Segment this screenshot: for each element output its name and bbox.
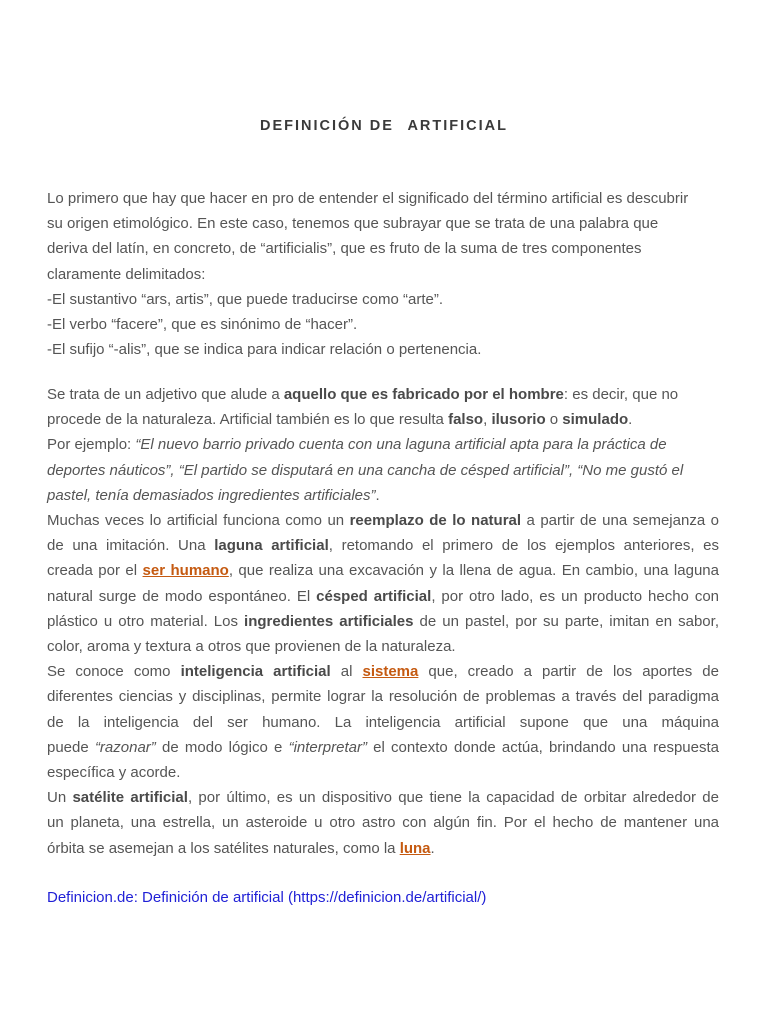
source-link[interactable]: Definicion.de: Definición de artificial (https://definicion.de/artificial/) — [47, 889, 487, 906]
luna-link[interactable]: luna — [399, 839, 431, 857]
list-item: -El sustantivo “ars, artis”, que puede traducirse como “arte”. — [47, 290, 443, 308]
example-line: deportes náuticos”, “El partido se disputará en una cancha de césped artificial”, “No me gustó el — [47, 461, 684, 479]
ser-humano-link[interactable]: ser humano — [142, 562, 229, 580]
body-line: color, aroma y textura a otros que provienen de la naturaleza. — [47, 638, 456, 656]
intro-line: su origen etimológico. En este caso, tenemos que subrayar que se trata de una palabra que — [47, 215, 659, 233]
body-line: plástico u otro material. Los ingredientes artificiales de un pastel, por su parte, imitan en sabor, — [47, 612, 719, 630]
intro-paragraph — [47, 186, 719, 362]
body-line: Se conoce como inteligencia artificial al sistema que, creado a partir de los aportes de — [47, 663, 719, 681]
intro-line: Lo primero que hay que hacer en pro de entender el significado del término artificial es descubrir — [47, 190, 689, 207]
intro-line: deriva del latín, en concreto, de “artificialis”, que es fruto de la suma de tres componentes — [47, 240, 642, 258]
body-line: específica y acorde. — [47, 764, 181, 782]
example-line: Por ejemplo: “El nuevo barrio privado cuenta con una laguna artificial apta para la práctica de — [47, 436, 667, 454]
body-line: órbita se asemejan a los satélites naturales, como la luna. — [47, 839, 435, 857]
list-item: -El verbo “facere”, que es sinónimo de “hacer”. — [47, 316, 358, 334]
body-line: creada por el ser humano, que realiza una excavación y la llena de agua. En cambio, una laguna — [47, 562, 719, 580]
list-item: -El sufijo “-alis”, que se indica para indicar relación o pertenencia. — [47, 341, 482, 359]
sistema-link[interactable]: sistema — [362, 663, 419, 681]
body-line: Un satélite artificial, por último, es un dispositivo que tiene la capacidad de orbitar alrededor de — [47, 789, 719, 807]
body-line: Muchas veces lo artificial funciona como un reemplazo de lo natural a partir de una semejanza o — [47, 512, 719, 530]
body-line: diferentes ciencias y disciplinas, permite lograr la resolución de problemas a través del paradigma — [47, 688, 719, 706]
body-line: Se trata de un adjetivo que alude a aquello que es fabricado por el hombre: es decir, que no — [47, 386, 679, 403]
body-line: un planeta, una estrella, un asteroide u otro astro con algún fin. Por el hecho de mantener una — [47, 814, 719, 832]
body-line: de una imitación. Una laguna artificial, retomando el primero de los ejemplos anteriores, es — [47, 537, 719, 555]
intro-line: claramente delimitados: — [47, 265, 206, 283]
body-line: natural surge de modo espontáneo. El césped artificial, por otro lado, es un producto hecho con — [47, 587, 720, 605]
title-part-1: DEFINICIÓN DE — [260, 118, 394, 134]
body-line: de la inteligencia del ser humano. La inteligencia artificial supone que una máquina — [47, 713, 719, 731]
example-line: pastel, tenía demasiados ingredientes artificiales”. — [47, 486, 380, 504]
body-line: procede de la naturaleza. Artificial también es lo que resulta falso, ilusorio o simulado. — [47, 411, 633, 429]
page-title — [0, 118, 768, 134]
body-line: puede “razonar” de modo lógico e “interpretar” el contexto donde actúa, brindando una respuesta — [47, 738, 720, 756]
title-part-2: ARTIFICIAL — [407, 118, 508, 134]
body-paragraph — [47, 382, 719, 861]
